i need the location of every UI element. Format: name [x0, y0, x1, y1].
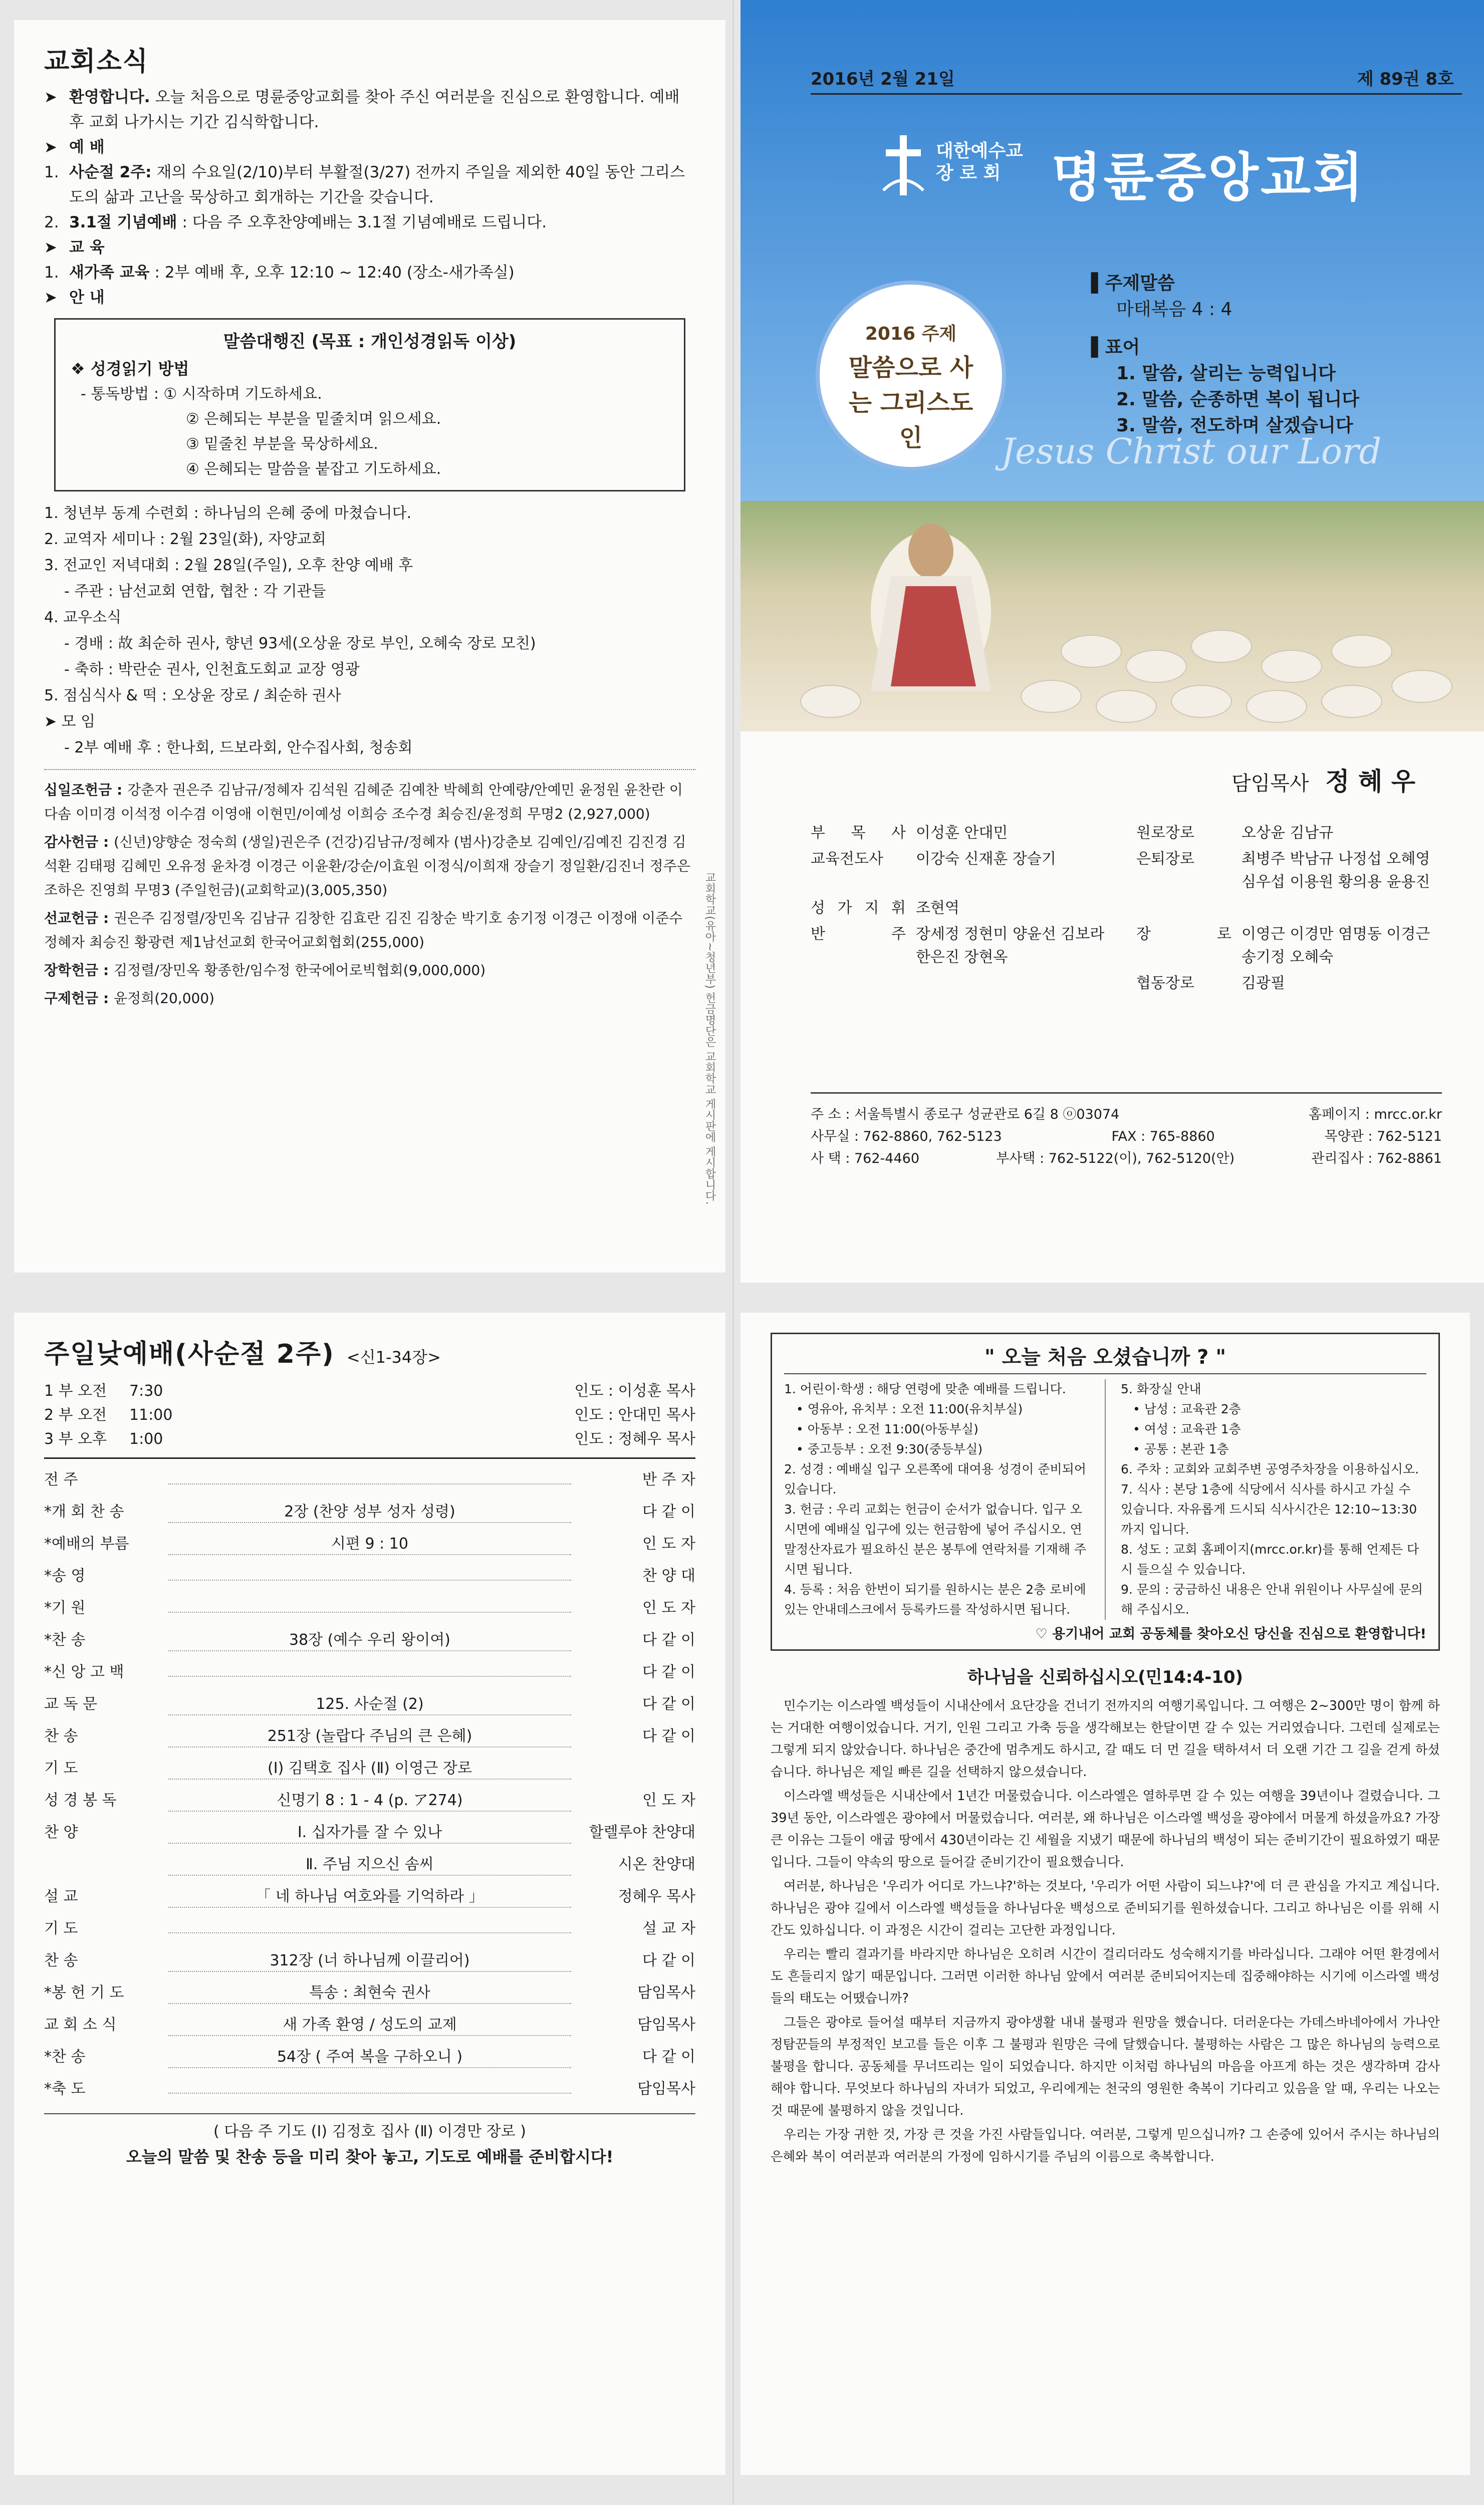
goal-item: 3. 말씀, 전도하며 살겠습니다: [1116, 415, 1353, 436]
news-text: : 다음 주 오후찬양예배는 3.1절 기념예배로 드립니다.: [182, 213, 547, 231]
staff-role-2: [1136, 897, 1231, 920]
church-name: 명륜중앙교회: [1051, 147, 1365, 208]
staff-role-2: 협동장로: [1136, 974, 1194, 992]
news-marker: ➤: [44, 238, 57, 257]
welcome-item: 3. 헌금 : 우리 교회는 헌금이 순서가 없습니다. 입구 오시면에 예배실 입구에 있는 헌금함에 넣어 주십시오. 연말정산자료가 필요하신 분은 봉투에 연락처를 기재해 주시면 됩니다.: [784, 1502, 1087, 1577]
panel-sunday-worship: [14, 1313, 725, 2475]
sermon-title: 하나님을 신뢰하십시오(민14:4-10): [967, 1667, 1244, 1687]
box-sub: ❖ 성경읽기 방법: [71, 359, 189, 378]
assoc-tel: 부사택 : 762-5122(이), 762-5120(안): [996, 1151, 1235, 1166]
welcome-item: • 영유아, 유치부 : 오전 11:00(유치부실): [796, 1402, 1023, 1416]
news-content: [69, 85, 695, 135]
script-title: Jesus Christ our Lord: [1001, 431, 1382, 472]
order-content: 125. 사순절 (2): [168, 1694, 571, 1715]
news-item: 4. 교우소식: [44, 609, 122, 626]
cross-logo-icon: [881, 135, 926, 195]
news-item: 2. 교역자 세미나 : 2월 23일(화), 자양교회: [44, 531, 326, 548]
welcome-item: • 공통 : 본관 1층: [1133, 1442, 1229, 1456]
sermon-paragraph: 민수기는 이스라엘 백성들이 시내산에서 요단강을 건너기 전까지의 여행기록입니다. 그 여행은 2~300만 명이 함께 하는 거대한 여행이었습니다. 거기, 인원 그리고 가축 등을 생각해보는 한달이면 갈 수 있는 거리였습니다. 그런데 실제로는 그렇게 되지 않았습니다. 하나님은 중간에 멈추게도 하시고, 갈 때도 더 먼 길을 택하셔서 더 오랜 기간 그 길을 걷게 하셨습니다. 하나님은 제일 빠른 길을 선택하지 않으셨습니다.: [771, 1698, 1440, 1780]
order-content: [168, 1612, 571, 1613]
service-time: [44, 1403, 695, 1427]
order-label: *봉 헌 기 도: [44, 1984, 124, 2001]
order-content: [168, 1580, 571, 1581]
service-leader: 인도 : 정혜우 목사: [574, 1430, 695, 1448]
order-row: [44, 1656, 695, 1688]
order-person: 담임목사: [637, 1984, 695, 2001]
service-part: 1 부 오전: [44, 1382, 107, 1400]
staff-role-2: 원로장로: [1136, 824, 1194, 842]
welcome-item: 7. 식사 : 본당 1층에 식당에서 식사를 하시고 가실 수 있습니다. 자유롭게 드시되 식사시간은 12:10~13:30까지 입니다.: [1121, 1482, 1417, 1537]
news-content: [69, 210, 695, 235]
staff-names: [916, 972, 1116, 995]
news-item: 3. 전교인 저녁대회 : 2월 28일(주일), 오후 찬양 예배 후: [44, 557, 413, 574]
offering-item: [44, 958, 695, 982]
order-label: 교 회 소 식: [44, 2016, 117, 2034]
pastor-name: 정 혜 우: [1325, 767, 1415, 796]
parsonage-tel: 사 택 : 762-4460: [811, 1151, 919, 1166]
news-bold: 새가족 교육: [69, 264, 150, 282]
worship-times: [44, 1379, 695, 1451]
staff-row: [811, 972, 1442, 995]
news-text: 오늘 처음으로 명륜중앙교회를 찾아 주신 여러분을 진심으로 환영합니다. 예배 후 교회 나가시는 기간 김식학합니다.: [69, 88, 680, 131]
denomination-line2: 장 로 회: [936, 163, 1001, 183]
staff-role: 성 가 지 휘: [811, 899, 906, 917]
worship-motto: 오늘의 말씀 및 찬송 등을 미리 찾아 놓고, 기도로 예배를 준비합시다!: [126, 2147, 614, 2166]
order-content: (Ⅰ) 김택호 집사 (Ⅱ) 이영근 장로: [168, 1759, 571, 1780]
order-person: 다 같 이: [642, 2048, 695, 2066]
theme-badge: [816, 281, 1006, 471]
service-leader: 인도 : 이성훈 목사: [574, 1382, 695, 1400]
news-content: [69, 285, 695, 310]
pastor-label: 담임목사: [1231, 772, 1309, 795]
order-row: [44, 1528, 695, 1560]
order-content: 「 네 하나님 여호와를 기억하라 」: [168, 1887, 571, 1908]
order-row: [44, 1945, 695, 1977]
news-item: [44, 85, 695, 135]
staff-names-2: 김광필: [1242, 974, 1285, 992]
news-item: [44, 260, 695, 285]
janitor-tel: 관리집사 : 762-8861: [1311, 1151, 1442, 1166]
news-bold: 교 육: [69, 238, 105, 257]
order-content: [168, 1483, 571, 1484]
staff-table: [811, 822, 1442, 998]
service-hour: 7:30: [129, 1382, 163, 1400]
order-person: 다 같 이: [642, 1631, 695, 1649]
order-row: [44, 1785, 695, 1817]
staff-names-2: 최병주 박남규 나정섭 오혜영 심우섭 이용원 황의용 윤용진: [1242, 850, 1430, 891]
order-label: 기 도: [44, 1760, 78, 1777]
theme-year: 2016 주제: [865, 324, 957, 344]
header-rule: [811, 93, 1462, 95]
service-time: [44, 1427, 695, 1451]
worship-title: 주일낮예배(사순절 2주): [44, 1339, 335, 1369]
side-note: 교회학교(유아~청년부) 헌금명단은 교회학교 게시판에 게시합니다.: [703, 872, 716, 1205]
staff-names: 이성훈 안대민: [916, 824, 1008, 842]
staff-row: [811, 897, 1442, 920]
sermon-paragraph: 여러분, 하나님은 '우리가 어디로 가느냐?'하는 것보다, '우리가 어떤 사람이 되느냐?'에 더 큰 관심을 가지고 계십니다. 하나님은 광야 길에서 이스라엘 백성들을 하나님다운 백성으로 준비되기를 원하셨습니다. 그리고 하나님은 이를 위해 시간도 있하십니다. 이 과정은 시간이 걸리는 고단한 과정입니다.: [771, 1879, 1440, 1938]
welcome-item: 9. 문의 : 궁금하신 내용은 안내 위원이나 사무실에 문의해 주십시오.: [1121, 1582, 1423, 1617]
order-content: [168, 1676, 571, 1677]
goal-item: 1. 말씀, 살리는 능력입니다: [1116, 363, 1336, 384]
worship-ref: <신1-34장>: [346, 1348, 441, 1367]
welcome-item: • 중고등부 : 오전 9:30(중등부실): [796, 1442, 983, 1456]
welcome-item: • 남성 : 교육관 2층: [1133, 1402, 1241, 1416]
order-row: [44, 1688, 695, 1720]
offering-list: [44, 778, 695, 1011]
offering-label: 선교헌금 :: [44, 910, 109, 926]
page-title: 교회소식: [44, 47, 149, 77]
cover-illustration: [740, 501, 1484, 731]
order-content: 새 가족 환영 / 성도의 교제: [168, 2015, 571, 2036]
box-title: 말씀대행진 (목표 : 개인성경읽독 이상): [223, 332, 517, 352]
order-label: *예배의 부름: [44, 1535, 129, 1553]
panel-cover: [740, 0, 1484, 1283]
staff-names: 조현역: [916, 899, 959, 917]
homepage: 홈페이지 : mrcc.or.kr: [1308, 1107, 1442, 1122]
goal-item: 2. 말씀, 순종하면 복이 됩니다: [1116, 389, 1360, 410]
order-label: *기 원: [44, 1599, 86, 1617]
service-hour: 11:00: [129, 1406, 173, 1424]
staff-row: [811, 923, 1442, 969]
order-content: 54장 ( 주여 복을 구하오니 ): [168, 2047, 571, 2068]
sermon-paragraph: 우리는 빨리 결과기를 바라지만 하나님은 오히려 시간이 걸리더라도 성숙해지기를 바라십니다. 그래야 어떤 환경에서도 흔들리지 않기 때문입니다. 그러면 이러한 하나님 앞에서 여러분 준비되어지는데 집중해야하는 시기에 이스라엘 백성들의 태도는 어땠습니까?: [771, 1947, 1440, 2006]
welcome-item: 1. 어린이·학생 : 해당 연령에 맞춘 예배를 드립니다.: [784, 1382, 1066, 1396]
news-bold: 3.1절 기념예배: [69, 213, 177, 231]
order-content: 신명기 8 : 1 - 4 (p. ア274): [168, 1791, 571, 1812]
order-label: *신 앙 고 백: [44, 1663, 124, 1681]
welcome-item: • 여성 : 교육관 1층: [1133, 1422, 1241, 1436]
offering-item: [44, 830, 695, 902]
news-marker: 1.: [44, 264, 59, 282]
order-content: Ⅱ. 주님 지으신 솜씨: [168, 1855, 571, 1876]
order-person: 담임목사: [637, 2016, 695, 2034]
order-content: 2장 (찬양 성부 성자 성령): [168, 1502, 571, 1523]
order-label: 찬 송: [44, 1727, 78, 1745]
news-item: [44, 210, 695, 235]
news-marker: ➤: [44, 88, 57, 106]
order-row: [44, 1496, 695, 1528]
news-marker: 1.: [44, 163, 59, 181]
order-row: [44, 2009, 695, 2041]
fold-line: [732, 0, 734, 2505]
reading-step: ③ 밑줄친 부분을 묵상하세요.: [186, 435, 378, 453]
order-person: 인 도 자: [642, 1792, 695, 1809]
staff-names: 이강숙 신재훈 장슬기: [916, 850, 1056, 868]
order-row: [44, 2073, 695, 2105]
news-item: [44, 285, 695, 310]
sermon-paragraph: 우리는 가장 귀한 것, 가장 큰 것을 가진 사람들입니다. 여러분, 그렇게 믿으십니까? 그 손중에 있어서 주시는 하나님의 은혜와 복이 여러분과 여러분의 가정에 임하시기를 주님의 이름으로 축복합니다.: [771, 2127, 1440, 2164]
news-item: [44, 235, 695, 260]
news-item: - 축하 : 박란순 권사, 인천효도회교 교장 영광: [64, 661, 360, 678]
order-person: 다 같 이: [642, 1952, 695, 1969]
welcome-item: 5. 화장실 안내: [1121, 1382, 1201, 1396]
order-person: 정혜우 목사: [618, 1888, 695, 1905]
order-person: 다 같 이: [642, 1503, 695, 1521]
news-list-2: [44, 500, 695, 761]
welcome-item: 6. 주차 : 교회와 교회주변 공영주차장을 이용하십시오.: [1121, 1462, 1419, 1476]
order-label: 기 도: [44, 1920, 78, 1937]
offering-item: [44, 778, 695, 826]
order-row: [44, 1817, 695, 1849]
news-text: 재의 수요일(2/10)부터 부활절(3/27) 전까지 주일을 제외한 40일 동안 그리스도의 삶과 고난을 묵상하고 회개하는 기간을 갖습니다.: [69, 163, 685, 206]
service-hour: 1:00: [129, 1430, 163, 1448]
order-label: *찬 송: [44, 2048, 86, 2066]
order-row: [44, 1560, 695, 1592]
order-content: [168, 2093, 571, 2094]
bulletin-volume: 제 89권 8호: [1357, 69, 1454, 89]
order-person: 찬 양 대: [642, 1567, 695, 1585]
offering-label: 장학헌금 :: [44, 962, 109, 978]
order-row: [44, 1624, 695, 1656]
offering-item: [44, 986, 695, 1011]
order-content: 38장 (예수 우리 왕이여): [168, 1630, 571, 1651]
welcome-item: 4. 등록 : 처음 한번이 되기를 원하시는 분은 2층 로비에 있는 안내데스크에서 등록카드를 작성하시면 됩니다.: [784, 1582, 1086, 1617]
pastor-line: [1231, 762, 1415, 798]
staff-names: 장세정 정현미 양윤선 김보라 한은진 장현옥: [916, 925, 1105, 966]
welcome-message: ♡ 용기내어 교회 공동체를 찾아오신 당신을 진심으로 환영합니다!: [1035, 1626, 1426, 1642]
order-label: 찬 송: [44, 1952, 78, 1969]
news-list: [44, 85, 695, 310]
order-row: [44, 1464, 695, 1496]
staff-row: [811, 822, 1442, 845]
order-label: *축 도: [44, 2080, 86, 2098]
order-label: 찬 양: [44, 1824, 78, 1841]
order-person: 시온 찬양대: [618, 1856, 695, 1873]
next-week-prayer: ( 다음 주 기도 (Ⅰ) 김정호 집사 (Ⅱ) 이경만 장로 ): [213, 2123, 526, 2140]
order-person: 다 같 이: [642, 1727, 695, 1745]
news-bold: 안 내: [69, 289, 105, 307]
welcome-item: 2. 성경 : 예배실 입구 오른쪽에 대여용 성경이 준비되어 있습니다.: [784, 1462, 1087, 1496]
order-person: 담임목사: [637, 2080, 695, 2098]
news-marker: ➤: [44, 289, 57, 307]
order-row: [44, 1913, 695, 1945]
order-row: [44, 1752, 695, 1785]
order-row: [44, 1720, 695, 1752]
order-person: 설 교 자: [642, 1920, 695, 1937]
welcome-box: [771, 1333, 1440, 1651]
news-bold: 환영합니다.: [69, 88, 150, 106]
order-row: [44, 1849, 695, 1881]
staff-names-2: 오상윤 김남규: [1242, 824, 1334, 842]
news-bold: 사순절 2주:: [69, 163, 152, 181]
welcome-left-col: [784, 1379, 1090, 1620]
offering-names: 권은주 김정렬/장민옥 김남규 김창한 김효란 김진 김창순 박기호 송기정 이경근 이정애 이준수 정혜자 최승진 황광련 제1남선교회 한국어교회협회(255,000): [44, 910, 683, 950]
offering-label: 구제헌금 :: [44, 990, 109, 1007]
reading-step: ④ 은혜되는 말씀을 붙잡고 기도하세요.: [186, 460, 441, 478]
order-row: [44, 2041, 695, 2073]
order-person: 인 도 자: [642, 1535, 695, 1553]
offering-names: 강춘자 권은주 김남규/정혜자 김석원 김혜준 김예찬 박혜희 안예량/안예민 윤정원 윤찬란 이다솜 이미경 이석정 이수겸 이영애 이현민/이예성 이희승 조수경 최승진/윤정희 무명2 (2,927,000): [44, 782, 683, 822]
box-steps: [71, 382, 669, 482]
staff-names-2: 이영근 이경만 염명동 이경근 송기정 오혜숙: [1242, 925, 1430, 966]
news-item: [44, 160, 695, 210]
order-label: 교 독 문: [44, 1695, 98, 1713]
staff-role: 부 목 사: [811, 824, 906, 842]
address: 주 소 : 서울특별시 종로구 성균관로 6길 8 ⓞ03074: [811, 1107, 1120, 1122]
goal-heading: ▌표어: [1091, 337, 1140, 358]
bible-reading-box: [54, 318, 685, 491]
staff-names-2: [1242, 897, 1442, 920]
news-item: 5. 점심식사 & 떡 : 오상윤 장로 / 최순하 권사: [44, 687, 341, 704]
news-text: : 2부 예배 후, 오후 12:10 ~ 12:40 (장소-새가족실): [154, 264, 515, 282]
news-marker: ➤: [44, 138, 57, 156]
order-person: 인 도 자: [642, 1599, 695, 1617]
order-content: 시편 9 : 10: [168, 1534, 571, 1555]
order-row: [44, 1881, 695, 1913]
news-content: [69, 135, 695, 160]
service-time: [44, 1379, 695, 1403]
order-content: Ⅰ. 십자가를 잘 수 있나: [168, 1823, 571, 1844]
welcome-right-col: [1121, 1379, 1426, 1620]
offering-label: 십일조헌금 :: [44, 782, 123, 798]
news-content: [69, 160, 695, 210]
offering-label: 감사헌금 :: [44, 834, 109, 850]
reading-step: ② 은혜되는 부분을 밑줄치며 읽으세요.: [186, 410, 441, 428]
order-label: *찬 송: [44, 1631, 86, 1649]
order-content: 312장 (너 하나님께 이끌리어): [168, 1951, 571, 1972]
topic-reference: 마태복음 4 : 4: [1116, 299, 1232, 320]
order-row: [44, 1592, 695, 1624]
sermon-paragraph: 이스라엘 백성들은 시내산에서 1년간 머물렀습니다. 이스라엘은 열하루면 갈 수 있는 여행을 39년이나 걸렸습니다. 그 39년 동안, 이스라엘은 광야에서 머물렀습니다. 여러분, 왜 하나님은 이스라엘 백성을 광야에서 머물게 하셨을까요? 가장 큰 이유는 그들이 애굽 땅에서 430년이라는 긴 세월을 지냈기 때문에 하나님의 백성이 되는 준비기간이 필요하였기 때문입니다. 그들이 약속의 땅으로 들어갈 준비기간이 필요했습니다.: [771, 1789, 1440, 1870]
order-content: [168, 1932, 571, 1933]
news-item: 1. 청년부 동계 수련회 : 하나님의 은혜 중에 마쳤습니다.: [44, 505, 412, 522]
reading-step: - 통독방법 : ① 시작하며 기도하세요.: [81, 385, 322, 403]
order-person: 할렐루야 찬양대: [589, 1824, 695, 1841]
order-content: 251장 (놀랍다 주님의 큰 은혜): [168, 1726, 571, 1747]
staff-role: 반 주: [811, 925, 906, 943]
welcome-title: " 오늘 처음 오셨습니까 ? ": [784, 1341, 1426, 1374]
service-part: 2 부 오전: [44, 1406, 107, 1424]
offering-item: [44, 906, 695, 954]
service-part: 3 부 오후: [44, 1430, 107, 1448]
offering-names: 윤정희(20,000): [114, 990, 215, 1007]
sermon-paragraph: 그들은 광야로 들어설 때부터 지금까지 광야생활 내내 불평과 원망을 했습니다. 더러운다는 가데스바네아에서 가나안 정탐꾼들의 부정적인 보고를 들은 이후 그 불평과 원망은 극에 달했습니다. 불평하는 사람은 그 많은 하나님의 능력으로 불평을 합니다. 공동체를 무너뜨리는 일이 되었습니다. 하지만 이처럼 하나님의 마음을 아프게 하는 것은 생각하며 감사해야 합니다. 무엇보다 하나님의 자녀가 되었고, 우리에게는 천국의 영원한 축복이 기다리고 있음을 알 때, 우리는 나오는 것 때문에 불평하지 않을 것입니다.: [771, 2015, 1440, 2118]
welcome-item: 8. 성도 : 교회 홈페이지(mrcc.or.kr)를 통해 언제든 다시 들으실 수 있습니다.: [1121, 1542, 1419, 1577]
news-content: [69, 235, 695, 260]
order-label: 성 경 봉 독: [44, 1792, 117, 1809]
order-content: 특송 : 최현숙 권사: [168, 1983, 571, 2004]
order-label: 설 교: [44, 1888, 78, 1905]
news-content: [69, 260, 695, 285]
manse-tel: 목양관 : 762-5121: [1324, 1129, 1442, 1144]
news-item: - 주관 : 남선교회 연합, 협찬 : 각 기관들: [64, 583, 326, 600]
staff-role: 교육전도사: [811, 850, 883, 868]
offering-names: 김정렬/장민옥 황종한/임수정 한국에어로빅협회(9,000,000): [114, 962, 486, 978]
office-tel: 사무실 : 762-8860, 762-5123: [811, 1129, 1002, 1144]
order-label: 전 주: [44, 1471, 78, 1488]
news-item: [44, 135, 695, 160]
order-row: [44, 1977, 695, 2009]
staff-role: [811, 972, 906, 995]
news-item: ➤ 모 임: [44, 713, 96, 730]
staff-role-2: 장 로: [1136, 925, 1231, 943]
topic-heading: ▌주제말씀: [1091, 273, 1175, 294]
order-person: 다 같 이: [642, 1695, 695, 1713]
order-person: 다 같 이: [642, 1663, 695, 1681]
panel-church-news: [14, 20, 725, 1273]
theme-text: 말씀으로 사는 그리스도인: [848, 354, 973, 452]
service-leader: 인도 : 안대민 목사: [574, 1406, 695, 1424]
contact-block: [811, 1092, 1442, 1170]
worship-order: [44, 1464, 695, 2105]
goal-list: [1091, 361, 1359, 439]
order-label: *송 영: [44, 1567, 86, 1585]
welcome-item: • 아동부 : 오전 11:00(아동부실): [796, 1422, 978, 1436]
bulletin-date: 2016년 2월 21일: [811, 69, 955, 89]
staff-row: [811, 848, 1442, 894]
news-bold: 예 배: [69, 138, 105, 156]
news-item: - 경배 : 故 최순하 권사, 향년 93세(오상윤 장로 부인, 오혜숙 장로 모친): [64, 635, 536, 652]
offering-names: (신년)양향순 정숙희 (생일)권은주 (건강)김남규/정혜자 (범사)강춘보 김예인/김예진 김진경 김석환 김태평 김혜민 오유정 윤차경 이경근 이윤환/강순/이효원 이정식/이희재 장슬기 정일환/김진너 정주은 조하은 진영희 무명3 (주일헌금)(교회학교)(3,005,350): [44, 834, 690, 898]
news-marker: 2.: [44, 213, 59, 231]
order-label: *개 회 찬 송: [44, 1503, 124, 1521]
sermon-body: [771, 1695, 1440, 2168]
panel-welcome-sermon: [740, 1313, 1470, 2475]
fax: FAX : 765-8860: [1111, 1129, 1215, 1144]
order-person: 반 주 자: [642, 1471, 695, 1488]
news-item: - 2부 예배 후 : 한나회, 드보라회, 안수집사회, 청송회: [64, 739, 413, 757]
denomination-line1: 대한예수교: [936, 141, 1023, 161]
staff-role-2: 은퇴장로: [1136, 850, 1194, 868]
